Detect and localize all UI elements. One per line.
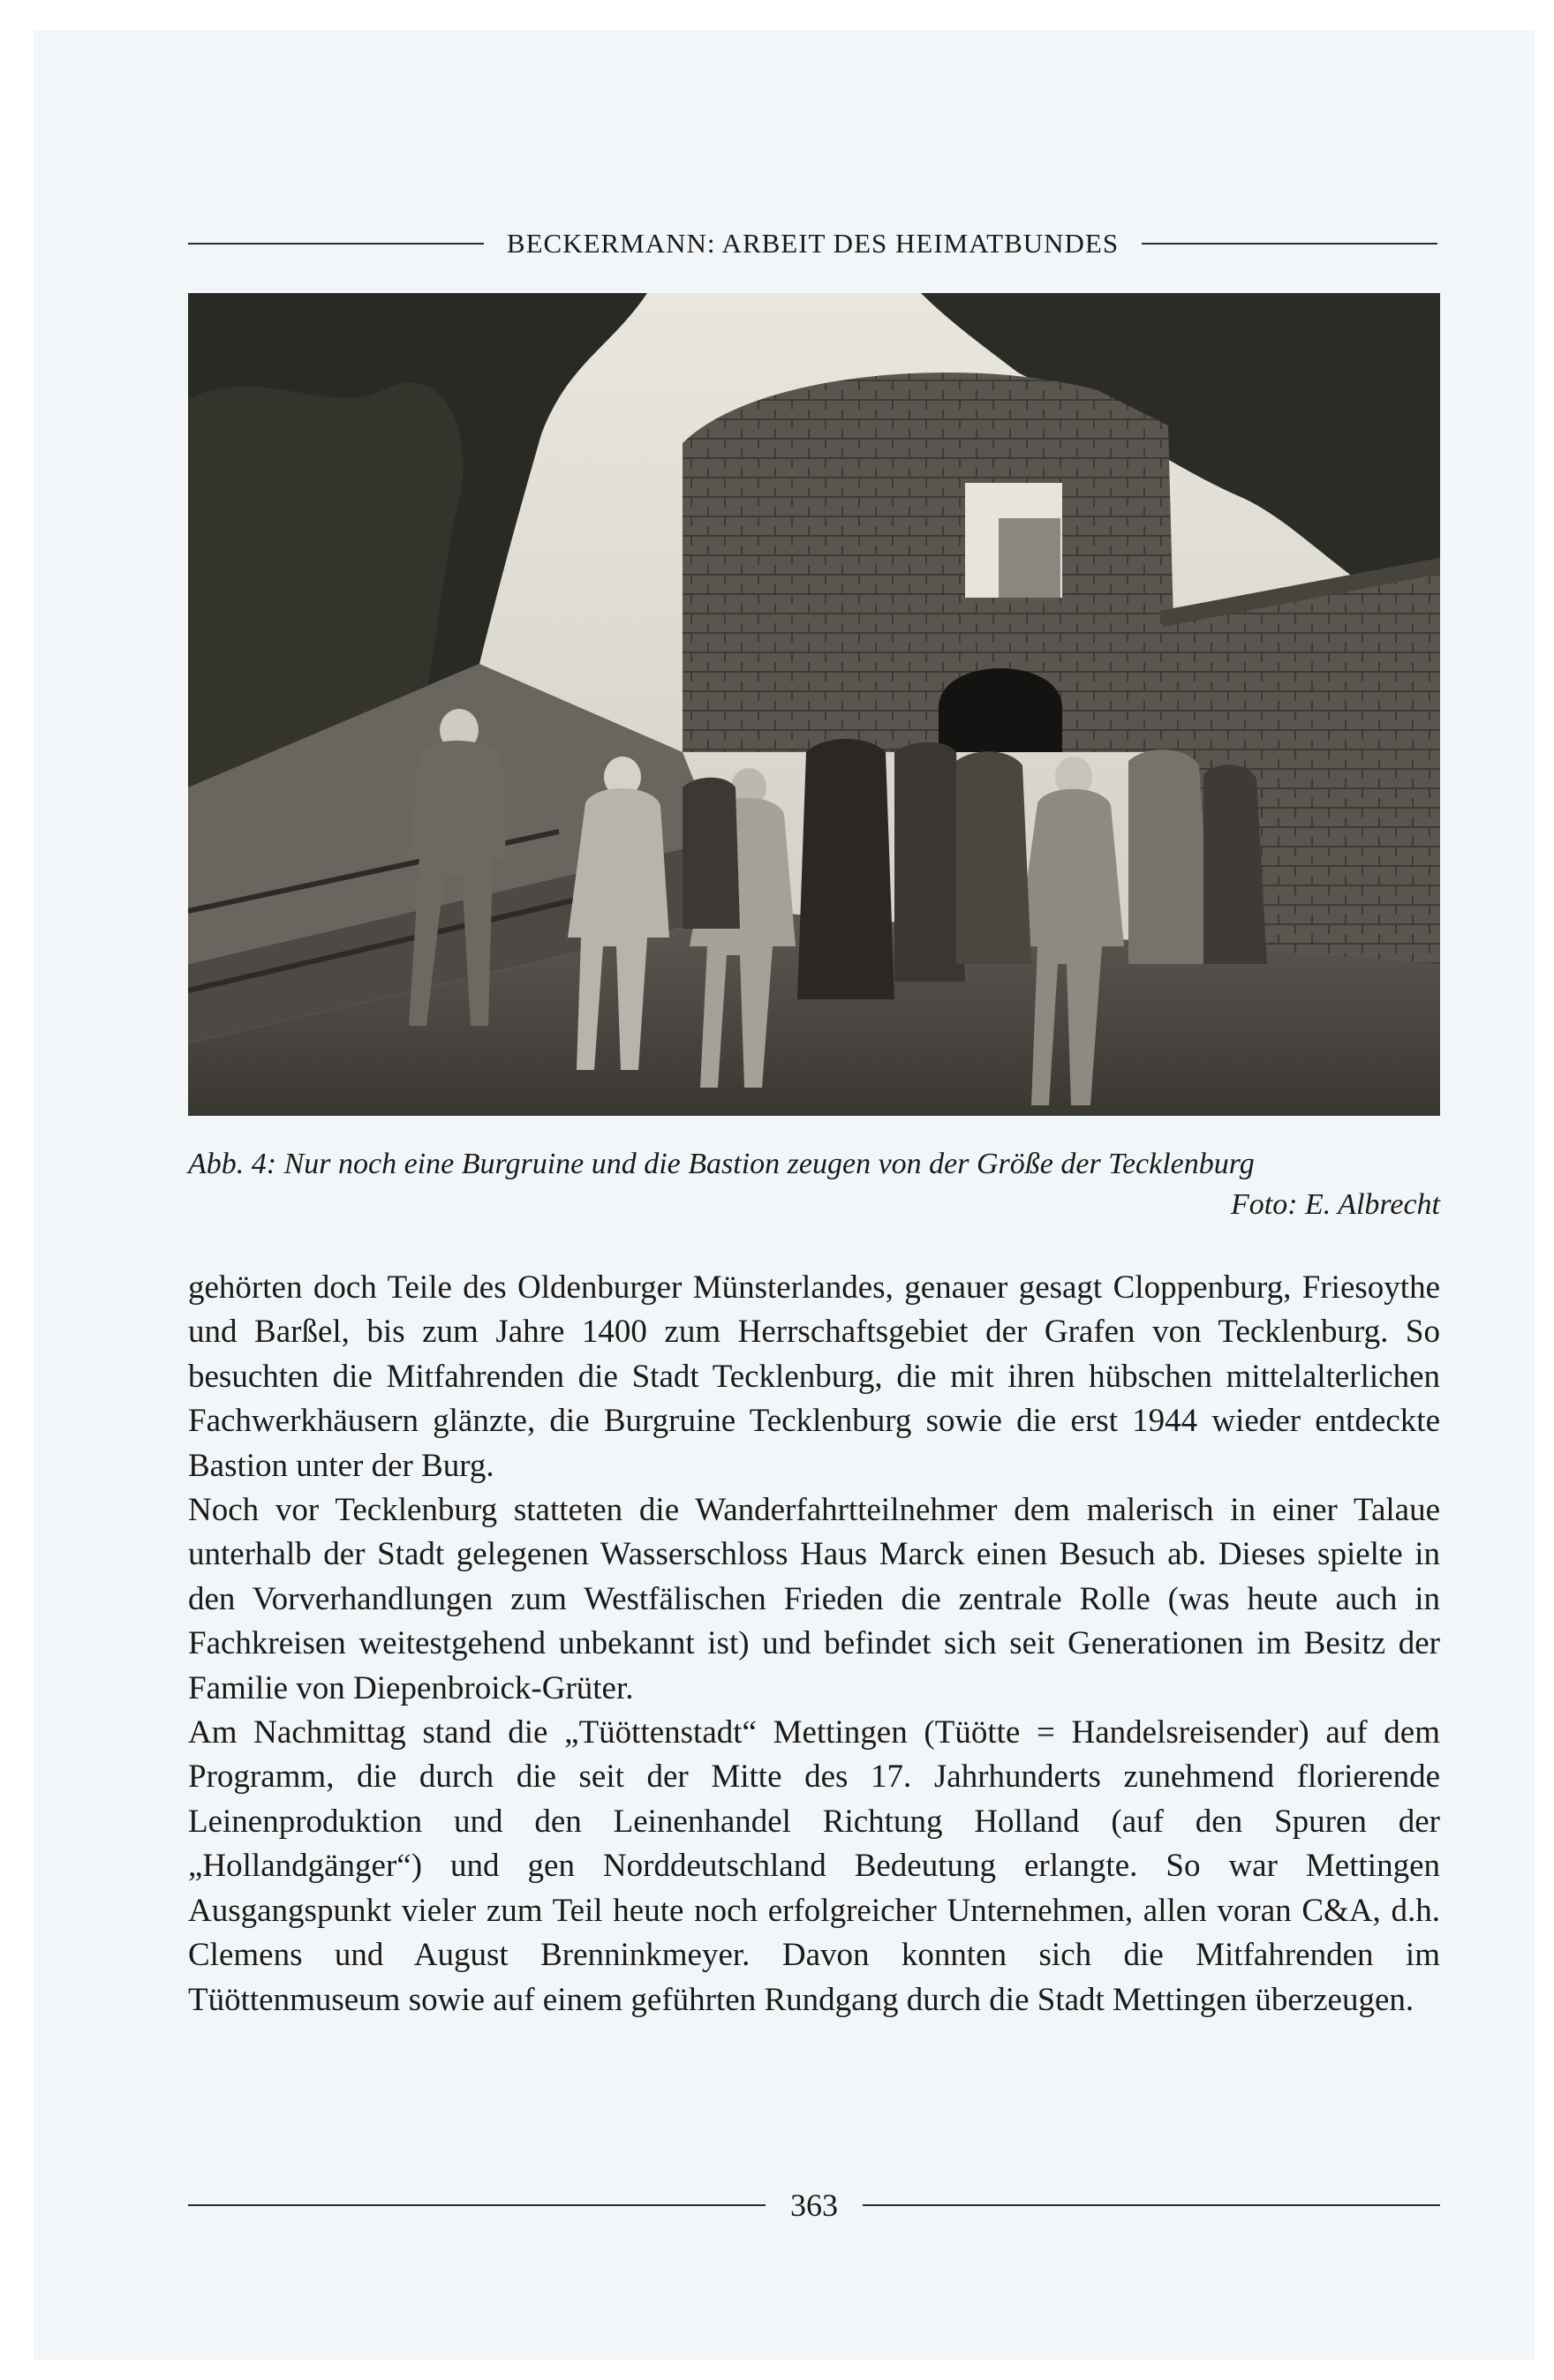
paragraph: gehörten doch Teile des Oldenburger Münsterlandes, genauer gesagt Cloppenburg, Friesoythe und Barßel, bis zum Jahre 1400 zum Herrschaftsgebiet der Grafen von Tecklenburg. So besuchten die Mitfahrenden die Stadt Tecklenburg, die mit ihren hübschen mittelalterlichen Fachwerkhäusern glänzte, die Burgruine Tecklenburg sowie die erst 1944 wieder entdeckte Bastion unter der Burg. <box>188 1269 1440 1484</box>
running-header <box>188 226 1437 261</box>
running-title: BECKERMANN: ARBEIT DES HEIMATBUNDES <box>506 228 1120 259</box>
page-number: 363 <box>790 2188 838 2223</box>
figure-caption <box>188 1144 1440 1225</box>
castle-ruin-photo <box>188 293 1440 1116</box>
header-rule-right <box>1142 243 1437 245</box>
footer-rule-right <box>863 2204 1440 2206</box>
caption-text: Abb. 4: Nur noch eine Burgruine und die Bastion zeugen von der Größe der Tecklenburg <box>188 1148 1255 1180</box>
page-footer <box>188 2184 1440 2226</box>
header-rule-left <box>188 243 484 245</box>
paragraph: Am Nachmittag stand die „Tüöttenstadt“ Mettingen (Tüötte = Handelsreisender) auf dem Programm, die durch die seit der Mitte des 17. Jahrhunderts zunehmend florierende Leinenproduktion und den Leinenhandel Richtung Holland (auf den Spuren der „Hollandgänger“) und gen Norddeutschland Bedeutung erlangte. So war Mettingen Ausgangspunkt vieler zum Teil heute noch erfolgreicher Unternehmen, allen voran C&A, d.h. Clemens und August Brenninkmeyer. Davon konnten sich die Mitfahrenden im Tüöttenmuseum sowie auf einem geführten Rundgang durch die Stadt Mettingen überzeugen. <box>188 1714 1440 2018</box>
book-page <box>34 30 1535 2361</box>
body-text <box>188 1266 1440 2022</box>
footer-rule-left <box>188 2204 766 2206</box>
paragraph: Noch vor Tecklenburg statteten die Wanderfahrtteilnehmer dem malerisch in einer Talaue unterhalb der Stadt gelegenen Wasserschloss Haus Marck einen Besuch ab. Dieses spielte in den Vorverhandlungen zum Westfälischen Frieden die zentrale Rolle (was heute auch in Fachkreisen weitestgehend unbekannt ist) und befindet sich seit Generationen im Besitz der Familie von Diepenbroick-Grüter. <box>188 1492 1440 1706</box>
photo-credit: Foto: E. Albrecht <box>1230 1188 1440 1221</box>
